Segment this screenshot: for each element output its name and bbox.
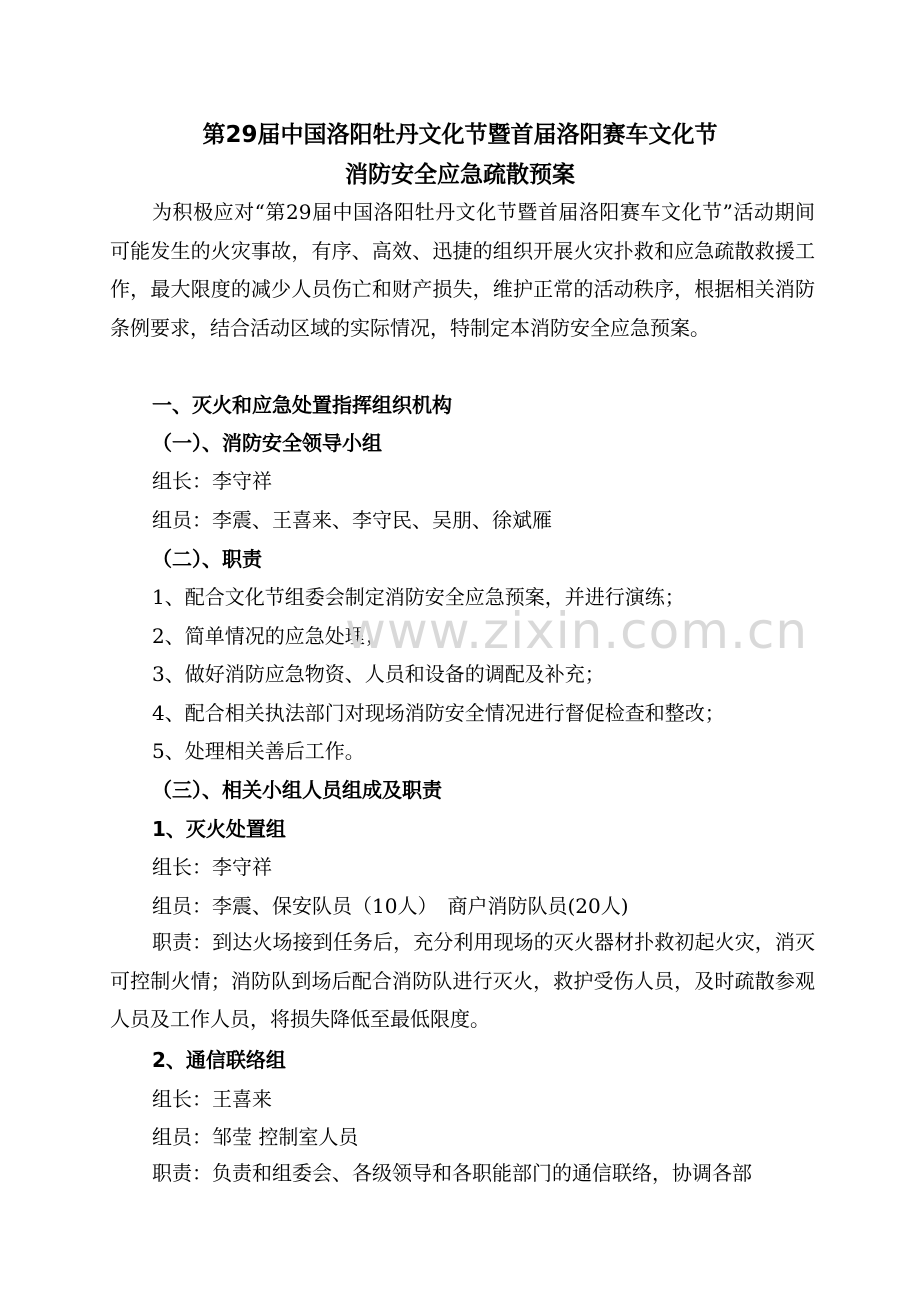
subsection-heading-1: （一）、消防安全领导小组: [152, 431, 382, 455]
duty-item: 3、做好消防应急物资、人员和设备的调配及补充；: [152, 662, 605, 686]
document-title: 第29届中国洛阳牡丹文化节暨首届洛阳赛车文化节: [202, 122, 718, 148]
section-heading-1: 一、灭火和应急处置指挥组织机构: [152, 393, 452, 417]
group1-duty: 职责：到达火场接到任务后，充分利用现场的灭火器材扑救初起火灾，消灭可控制火情；消防队到场后配合消防队进行灭火，救护受伤人员，及时疏散参观人员及工作人员，将损失降低至最低限度。: [110, 930, 815, 1032]
watermark: www.zixin.com.cn: [345, 602, 809, 660]
leader-line: 组长：李守祥: [152, 469, 272, 493]
duty-item: 1、配合文化节组委会制定消防安全应急预案，并进行演练；: [152, 585, 685, 609]
subsection-heading-2: （二）、职责: [152, 547, 262, 571]
group1-members: 组员：李震、保安队员（10人） 商户消防队员(20人): [152, 894, 629, 918]
duty-item: 2、简单情况的应急处理；: [152, 624, 385, 648]
group2-members: 组员：邹莹 控制室人员: [152, 1125, 359, 1149]
group2-leader: 组长：王喜来: [152, 1087, 272, 1111]
group2-duty: 职责：负责和组委会、各级领导和各职能部门的通信联络，协调各部: [152, 1161, 752, 1185]
document-subtitle: 消防安全应急疏散预案: [345, 162, 575, 188]
group-heading-1: 1、灭火处置组: [152, 817, 286, 841]
duty-item: 5、处理相关善后工作。: [152, 739, 365, 763]
group1-leader: 组长：李守祥: [152, 855, 272, 879]
duty-item: 4、配合相关执法部门对现场消防安全情况进行督促检查和整改；: [152, 701, 725, 725]
subsection-heading-3: （三）、相关小组人员组成及职责: [152, 778, 442, 802]
members-line: 组员：李震、王喜来、李守民、吴朋、徐斌雁: [152, 508, 552, 532]
group-heading-2: 2、通信联络组: [152, 1048, 286, 1072]
intro-paragraph: 为积极应对“第29届中国洛阳牡丹文化节暨首届洛阳赛车文化节”活动期间可能发生的火灾事故，有序、高效、迅捷的组织开展火灾扑救和应急疏散救援工作，最大限度的减少人员伤亡和财产损失，维护正常的活动秩序，根据相关消防条例要求，结合活动区域的实际情况，特制定本消防安全应急预案。: [110, 200, 815, 340]
